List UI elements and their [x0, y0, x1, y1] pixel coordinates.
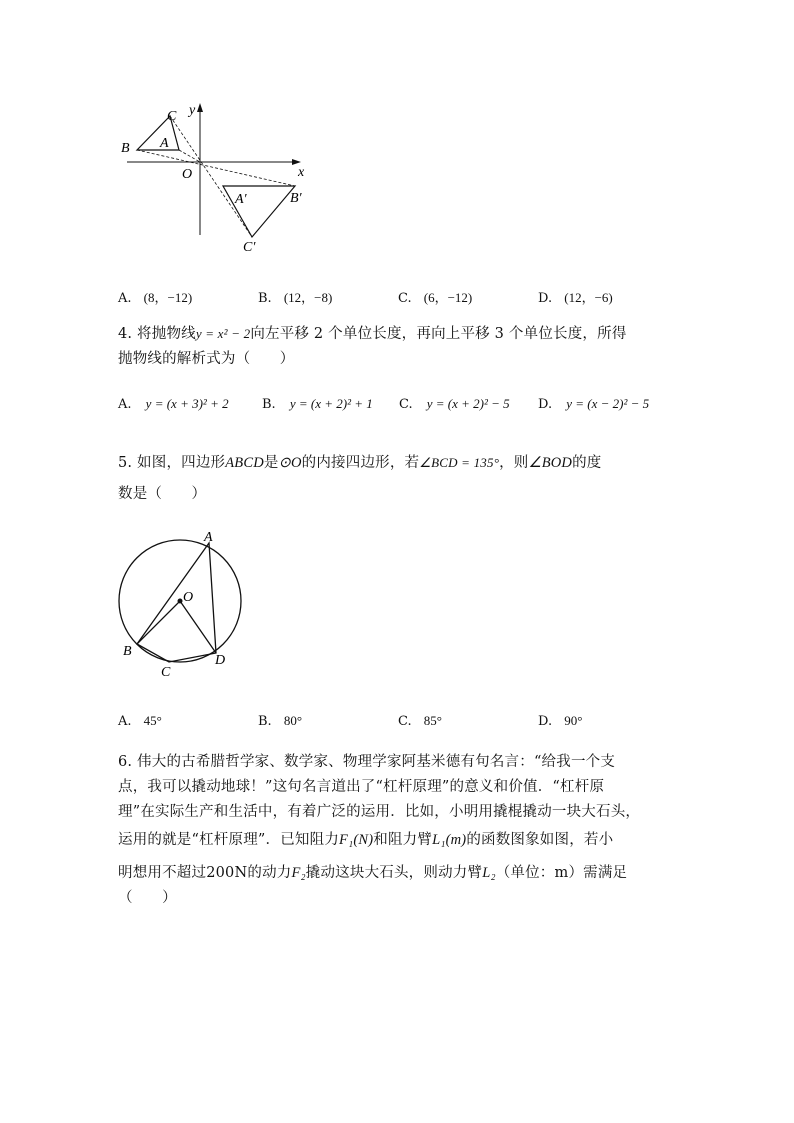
option-value: 90°: [564, 713, 583, 728]
option-value: (8，−12): [143, 290, 193, 305]
label-B: B: [121, 141, 130, 156]
q5-angle-bcd: ∠BCD = 135°: [419, 455, 500, 470]
option-letter: D.: [538, 714, 553, 729]
q5-text: ，则: [499, 455, 529, 471]
q4-option-a[interactable]: [118, 396, 229, 412]
option-letter: A.: [118, 714, 132, 729]
label-D: D: [215, 653, 226, 668]
q4-stem-line1: [118, 322, 627, 343]
label-C: C: [161, 665, 171, 680]
q5-stem-line1: [118, 451, 602, 472]
q5-option-b[interactable]: [258, 713, 302, 729]
option-letter: B.: [258, 714, 272, 729]
label-y: y: [189, 103, 196, 118]
dashed-BB2: [137, 150, 295, 186]
option-value: y = (x − 2)² − 5: [566, 396, 650, 411]
q6-f1: F₁(N): [339, 832, 374, 848]
option-letter: D.: [538, 397, 553, 412]
q5-option-a[interactable]: [118, 713, 162, 729]
center-point-O: [178, 599, 183, 604]
q3-option-b[interactable]: [258, 287, 332, 306]
figure-similar-triangles: [115, 100, 315, 260]
q6-stem-line5: [118, 861, 627, 882]
q5-text: 的度: [572, 455, 602, 471]
q6-text: 撬动这块大石头，则动力臂: [305, 865, 483, 881]
triangle-A2B2C2: [223, 186, 295, 237]
q6-l2: L₂: [482, 865, 496, 881]
option-value: 80°: [283, 713, 303, 728]
q5-text: 的内接四边形，若: [301, 455, 420, 471]
q6-stem-line6: （ ）: [118, 890, 177, 906]
q6-f2: F₂: [291, 865, 306, 881]
y-axis-arrow: [197, 103, 203, 112]
option-value: (6，−12): [423, 290, 473, 305]
q4-option-d[interactable]: [538, 396, 649, 412]
label-O: O: [183, 590, 194, 605]
label-A-prime: A′: [235, 192, 247, 207]
q5-option-c[interactable]: [398, 713, 442, 729]
q6-l1: L₁(m): [432, 832, 467, 848]
option-value: 45°: [143, 713, 162, 728]
option-letter: C.: [398, 291, 412, 306]
q5-text: 5. 如图，四边形: [118, 455, 226, 471]
q4-stem-line2: 抛物线的解析式为（ ）: [118, 351, 295, 367]
option-value: y = (x + 2)² + 1: [289, 396, 373, 411]
q6-text: 的函数图象如图，若小: [466, 832, 614, 848]
label-B-prime: B′: [290, 191, 302, 206]
option-value: y = (x + 3)² + 2: [145, 396, 229, 411]
q5-angle-bod: ∠BOD: [528, 455, 573, 471]
option-letter: C.: [398, 714, 412, 729]
q6-stem-line3: 理”在实际生产和生活中，有着广泛的运用．比如，小明用撬棍撬动一块大石头，: [118, 804, 641, 820]
q6-text: 明想用不超过200N的动力: [118, 865, 292, 881]
option-value: y = (x + 2)² − 5: [426, 396, 510, 411]
q6-text: 和阻力臂: [373, 832, 433, 848]
q4-option-b[interactable]: [262, 396, 373, 412]
q3-option-d[interactable]: [538, 287, 613, 306]
q4-text: 4. 将抛物线: [118, 326, 196, 342]
option-letter: B.: [258, 291, 272, 306]
option-letter: C.: [399, 397, 413, 412]
option-letter: D.: [538, 291, 553, 306]
option-letter: B.: [262, 397, 276, 412]
option-letter: A.: [118, 291, 132, 306]
option-value: (12，−8): [283, 290, 333, 305]
label-A: A: [160, 136, 169, 151]
figure-inscribed-quadrilateral: [110, 528, 260, 688]
q5-text: 是: [263, 455, 279, 471]
label-A: A: [204, 530, 213, 545]
q4-option-c[interactable]: [399, 396, 510, 412]
q6-text: 运用的就是“杠杆原理”．已知阻力: [118, 832, 340, 848]
label-O: O: [182, 167, 193, 182]
q6-stem-line2: 点，我可以撬动地球！”这句名言道出了“杠杆原理”的意义和价值．“杠杆原: [118, 779, 605, 795]
q6-stem-line1: 6. 伟大的古希腊哲学家、数学家、物理学家阿基米德有句名言：“给我一个支: [118, 754, 616, 770]
q5-circle-o: ⊙O: [278, 455, 302, 471]
option-value: (12，−6): [564, 290, 613, 305]
label-C: C: [167, 109, 177, 124]
q3-option-a[interactable]: [118, 287, 192, 306]
q5-quad-name: ABCD: [225, 455, 264, 471]
q4-formula: y = x² − 2: [195, 326, 251, 341]
label-x: x: [298, 165, 305, 180]
q6-text: （单位：m）需满足: [495, 865, 628, 881]
label-B: B: [123, 644, 132, 659]
label-C-prime: C′: [243, 240, 256, 255]
option-letter: A.: [118, 397, 132, 412]
q6-stem-line4: [118, 828, 613, 849]
option-value: 85°: [423, 713, 442, 728]
q5-option-d[interactable]: [538, 713, 582, 729]
q3-option-c[interactable]: [398, 287, 472, 306]
q5-stem-line2: 数是（ ）: [118, 486, 207, 502]
q4-text: 向左平移 2 个单位长度，再向上平移 3 个单位长度，所得: [250, 326, 627, 342]
quad-ABCD: [137, 543, 216, 662]
